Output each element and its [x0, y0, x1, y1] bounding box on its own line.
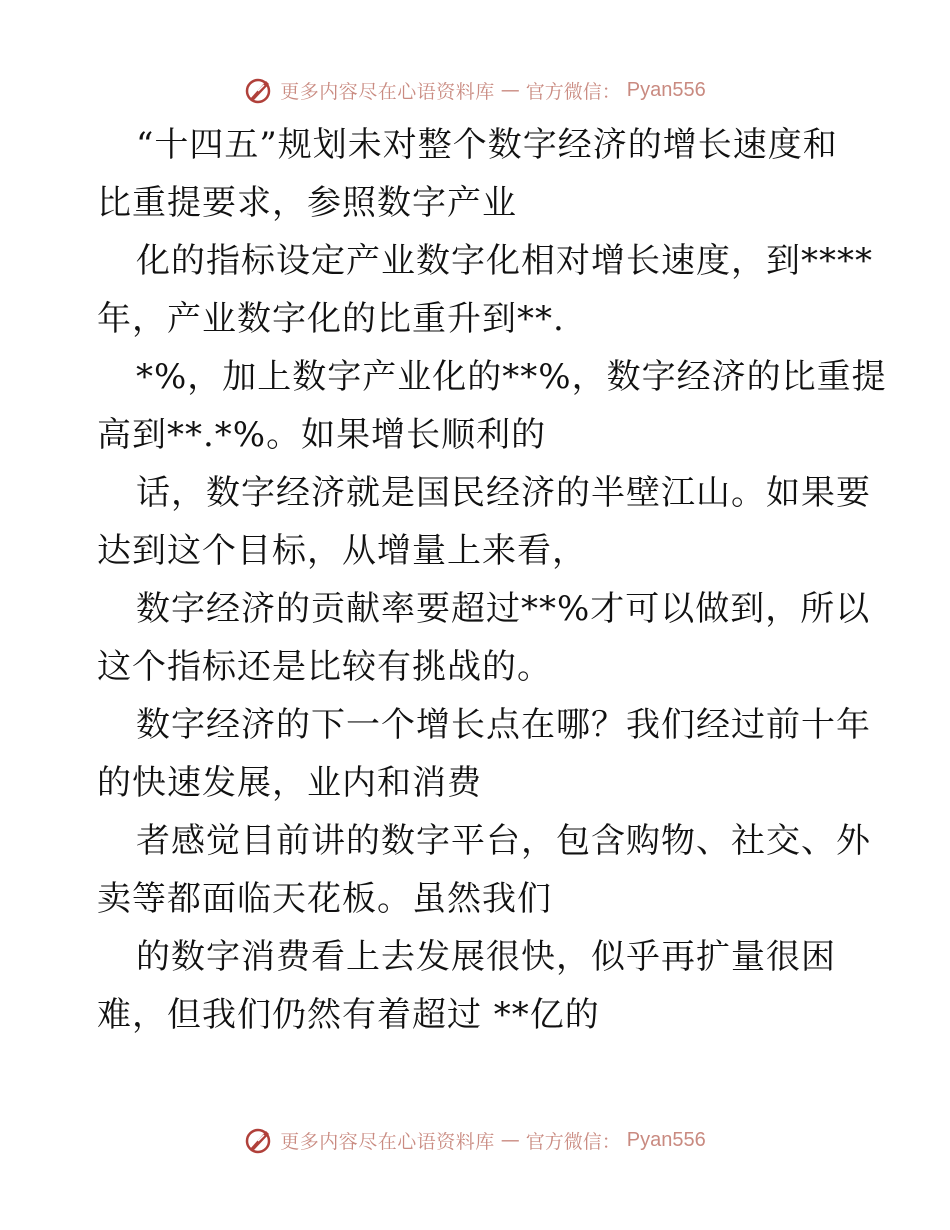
body-line: “十四五”规划未对整个数字经济的增长速度和: [136, 125, 838, 165]
banner-text: 更多内容尽在心语资料库: [280, 1130, 495, 1153]
body-line: *%，加上数字产业化的**%，数字经济的比重提: [136, 357, 887, 397]
body-line: 难，但我们仍然有着超过 **亿的: [97, 995, 600, 1035]
banner-separator: —: [500, 1129, 520, 1151]
banner-separator: —: [500, 79, 520, 101]
quill-logo-icon: [244, 75, 274, 105]
body-line: 者感觉目前讲的数字平台，包含购物、社交、外: [136, 821, 871, 861]
body-line: 这个指标还是比较有挑战的。: [97, 647, 552, 687]
quill-logo-icon: [244, 1125, 274, 1155]
header-banner: [0, 73, 950, 107]
body-line: 达到这个目标，从增量上来看，: [97, 531, 587, 571]
body-line: 数字经济的下一个增长点在哪？我们经过前十年: [136, 705, 871, 745]
body-line: 年，产业数字化的比重升到**.: [97, 299, 565, 339]
wechat-label: 官方微信：: [525, 80, 621, 103]
body-line: 比重提要求，参照数字产业: [97, 183, 517, 223]
body-line: 卖等都面临天花板。虽然我们: [97, 879, 552, 919]
footer-banner: [0, 1123, 950, 1157]
wechat-label: 官方微信：: [525, 1130, 621, 1153]
body-line: 话，数字经济就是国民经济的半壁江山。如果要: [136, 473, 871, 513]
banner-text: 更多内容尽在心语资料库: [280, 80, 495, 103]
body-line: 的快速发展，业内和消费: [97, 763, 482, 803]
body-line: 数字经济的贡献率要超过**%才可以做到，所以: [136, 589, 871, 629]
wechat-id: Pyan556: [626, 78, 706, 101]
wechat-id: Pyan556: [626, 1128, 706, 1151]
body-line: 高到**.*%。如果增长顺利的: [97, 415, 547, 455]
body-line: 的数字消费看上去发展很快，似乎再扩量很困: [136, 937, 836, 977]
body-line: 化的指标设定产业数字化相对增长速度，到****: [136, 241, 873, 281]
